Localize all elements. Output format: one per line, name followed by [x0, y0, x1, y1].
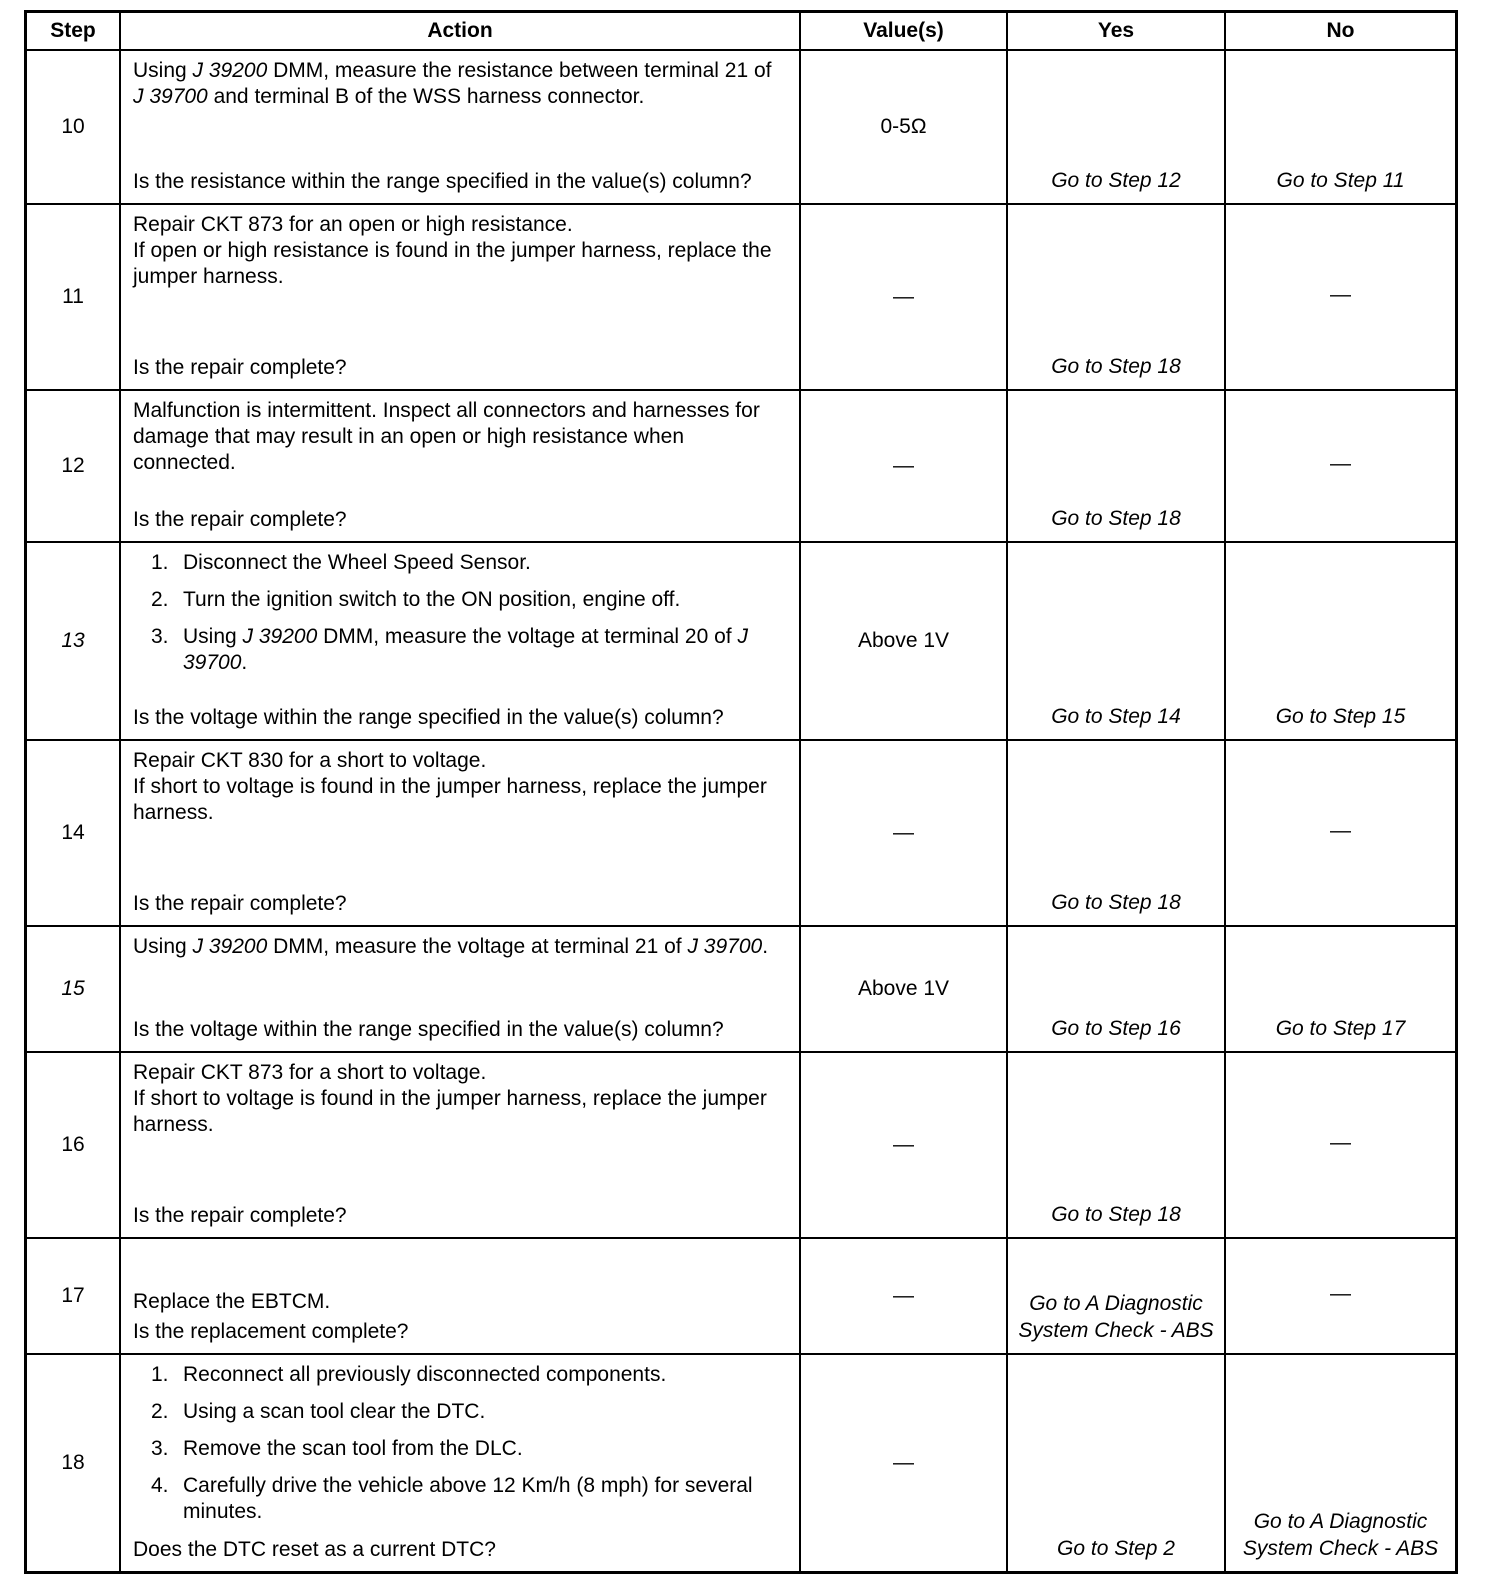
value-cell: Above 1V: [801, 927, 1008, 1051]
step-cell: 15: [27, 927, 121, 1051]
value-cell: —: [801, 1053, 1008, 1237]
step-cell: 11: [27, 205, 121, 389]
yes-cell: [1008, 1053, 1226, 1237]
no-cell: [1226, 741, 1455, 925]
yes-result-text: Go to A Diagnostic System Check - ABS: [1018, 1292, 1214, 1342]
yes-cell: [1008, 391, 1226, 541]
action-cell: [121, 1355, 801, 1571]
yes-result-text: Go to Step 12: [1051, 168, 1181, 192]
action-list-item: 2. Using a scan tool clear the DTC.: [133, 1399, 787, 1425]
no-cell: [1226, 391, 1455, 541]
yes-result-text: Go to Step 18: [1051, 890, 1181, 914]
no-result-text: Go to Step 17: [1275, 1016, 1406, 1040]
action-cell: [121, 1053, 801, 1237]
action-question: Does the DTC reset as a current DTC?: [133, 1537, 496, 1561]
step-cell: 18: [27, 1355, 121, 1571]
action-text: Repair CKT 873 for a short to voltage.: [133, 1061, 487, 1084]
value-cell: —: [801, 1355, 1008, 1571]
action-list-item: 1. Disconnect the Wheel Speed Sensor.: [133, 550, 787, 576]
yes-cell: [1008, 1239, 1226, 1353]
step-cell: 12: [27, 391, 121, 541]
list-item-number: 3.: [151, 1437, 169, 1461]
yes-result-text: Go to Step 2: [1057, 1536, 1175, 1560]
no-cell: [1226, 1239, 1455, 1353]
action-list-item: 2. Turn the ignition switch to the ON position, engine off.: [133, 587, 787, 613]
action-question: Is the repair complete?: [133, 1203, 347, 1227]
action-question: Is the replacement complete?: [133, 1319, 409, 1343]
action-question: Is the repair complete?: [133, 891, 347, 915]
table-row-step-11: [27, 205, 1455, 391]
action-cell: [121, 391, 801, 541]
yes-cell: [1008, 51, 1226, 203]
no-result-text: —: [1330, 452, 1351, 476]
action-question: Is the voltage within the range specified in the value(s) column?: [133, 1017, 724, 1041]
table-row-step-14: [27, 741, 1455, 927]
header-values: Value(s): [801, 13, 1008, 49]
no-cell: [1226, 1355, 1455, 1571]
list-item-number: 2.: [151, 1400, 169, 1424]
action-question: Is the resistance within the range specified in the value(s) column?: [133, 169, 752, 193]
value-cell: —: [801, 205, 1008, 389]
action-text: Malfunction is intermittent. Inspect all connectors and harnesses for damage that may result in an open or high resistance when connected.: [133, 399, 760, 475]
no-cell: [1226, 205, 1455, 389]
yes-cell: [1008, 205, 1226, 389]
value-cell: —: [801, 741, 1008, 925]
table-row-step-13: [27, 543, 1455, 741]
action-cell: [121, 927, 801, 1051]
list-item-number: 3.: [151, 625, 169, 649]
action-text: If open or high resistance is found in the jumper harness, replace the jumper harness.: [133, 239, 772, 289]
action-question: Is the voltage within the range specified in the value(s) column?: [133, 705, 724, 729]
yes-cell: [1008, 741, 1226, 925]
list-item-number: 4.: [151, 1474, 169, 1498]
no-cell: [1226, 543, 1455, 739]
yes-result-text: Go to Step 14: [1051, 704, 1181, 728]
action-cell: [121, 741, 801, 925]
table-row-step-10: [27, 51, 1455, 205]
action-text: If short to voltage is found in the jumper harness, replace the jumper harness.: [133, 775, 767, 825]
no-cell: [1226, 51, 1455, 203]
no-result-text: —: [1330, 283, 1351, 307]
step-cell: 13: [27, 543, 121, 739]
action-list-item: 4. Carefully drive the vehicle above 12 Km/h (8 mph) for several minutes.: [133, 1473, 787, 1525]
yes-cell: [1008, 927, 1226, 1051]
no-cell: [1226, 1053, 1455, 1237]
list-item-number: 1.: [151, 1363, 169, 1386]
no-result-text: —: [1330, 819, 1351, 843]
no-result-text: Go to Step 11: [1276, 168, 1405, 192]
value-cell: Above 1V: [801, 543, 1008, 739]
action-question: Is the repair complete?: [133, 507, 347, 531]
yes-result-text: Go to Step 16: [1051, 1016, 1181, 1040]
yes-cell: [1008, 543, 1226, 739]
table-row-step-15: [27, 927, 1455, 1053]
action-text: Replace the EBTCM.: [133, 1289, 331, 1313]
action-cell: [121, 51, 801, 203]
yes-result-text: Go to Step 18: [1051, 1202, 1181, 1226]
no-result-text: Go to Step 15: [1275, 704, 1406, 728]
step-cell: 14: [27, 741, 121, 925]
action-list-item: 3. Using J 39200 DMM, measure the voltage at terminal 20 of J 39700.: [133, 624, 787, 676]
header-step: Step: [27, 13, 121, 49]
no-cell: [1226, 927, 1455, 1051]
list-item-number: 2.: [151, 588, 169, 612]
value-cell: —: [801, 1239, 1008, 1353]
step-cell: 17: [27, 1239, 121, 1353]
value-cell: 0-5Ω: [801, 51, 1008, 203]
header-yes: Yes: [1008, 13, 1226, 49]
no-result-text: —: [1330, 1131, 1351, 1155]
action-cell: [121, 1239, 801, 1353]
header-no: No: [1326, 19, 1355, 42]
table-row-step-18: [27, 1355, 1455, 1571]
action-text: If short to voltage is found in the jumper harness, replace the jumper harness.: [133, 1087, 767, 1137]
no-result-text: Go to A Diagnostic System Check - ABS: [1242, 1510, 1439, 1560]
action-cell: [121, 543, 801, 739]
yes-result-text: Go to Step 18: [1051, 354, 1181, 378]
diagnostic-table: [24, 10, 1458, 1574]
action-text: Repair CKT 873 for an open or high resistance.: [133, 213, 573, 236]
table-header: [27, 13, 1455, 51]
action-text: Repair CKT 830 for a short to voltage.: [133, 749, 487, 772]
list-item-number: 1.: [151, 551, 169, 574]
action-cell: [121, 205, 801, 389]
table-row-step-16: [27, 1053, 1455, 1239]
step-cell: 16: [27, 1053, 121, 1237]
table-row-step-12: [27, 391, 1455, 543]
value-cell: —: [801, 391, 1008, 541]
step-cell: 10: [27, 51, 121, 203]
header-action: Action: [121, 13, 801, 49]
action-list-item: 1. Reconnect all previously disconnected components.: [133, 1362, 787, 1388]
action-list-item: 3. Remove the scan tool from the DLC.: [133, 1436, 787, 1462]
action-text: Using J 39200 DMM, measure the voltage at terminal 21 of J 39700.: [133, 935, 769, 958]
yes-cell: [1008, 1355, 1226, 1571]
yes-result-text: Go to Step 18: [1051, 506, 1181, 530]
action-question: Is the repair complete?: [133, 355, 347, 379]
table-row-step-17: [27, 1239, 1455, 1355]
action-text: Using J 39200 DMM, measure the resistance between terminal 21 of J 39700 and terminal B of the WSS harness connector.: [133, 59, 772, 109]
no-result-text: —: [1330, 1282, 1351, 1306]
